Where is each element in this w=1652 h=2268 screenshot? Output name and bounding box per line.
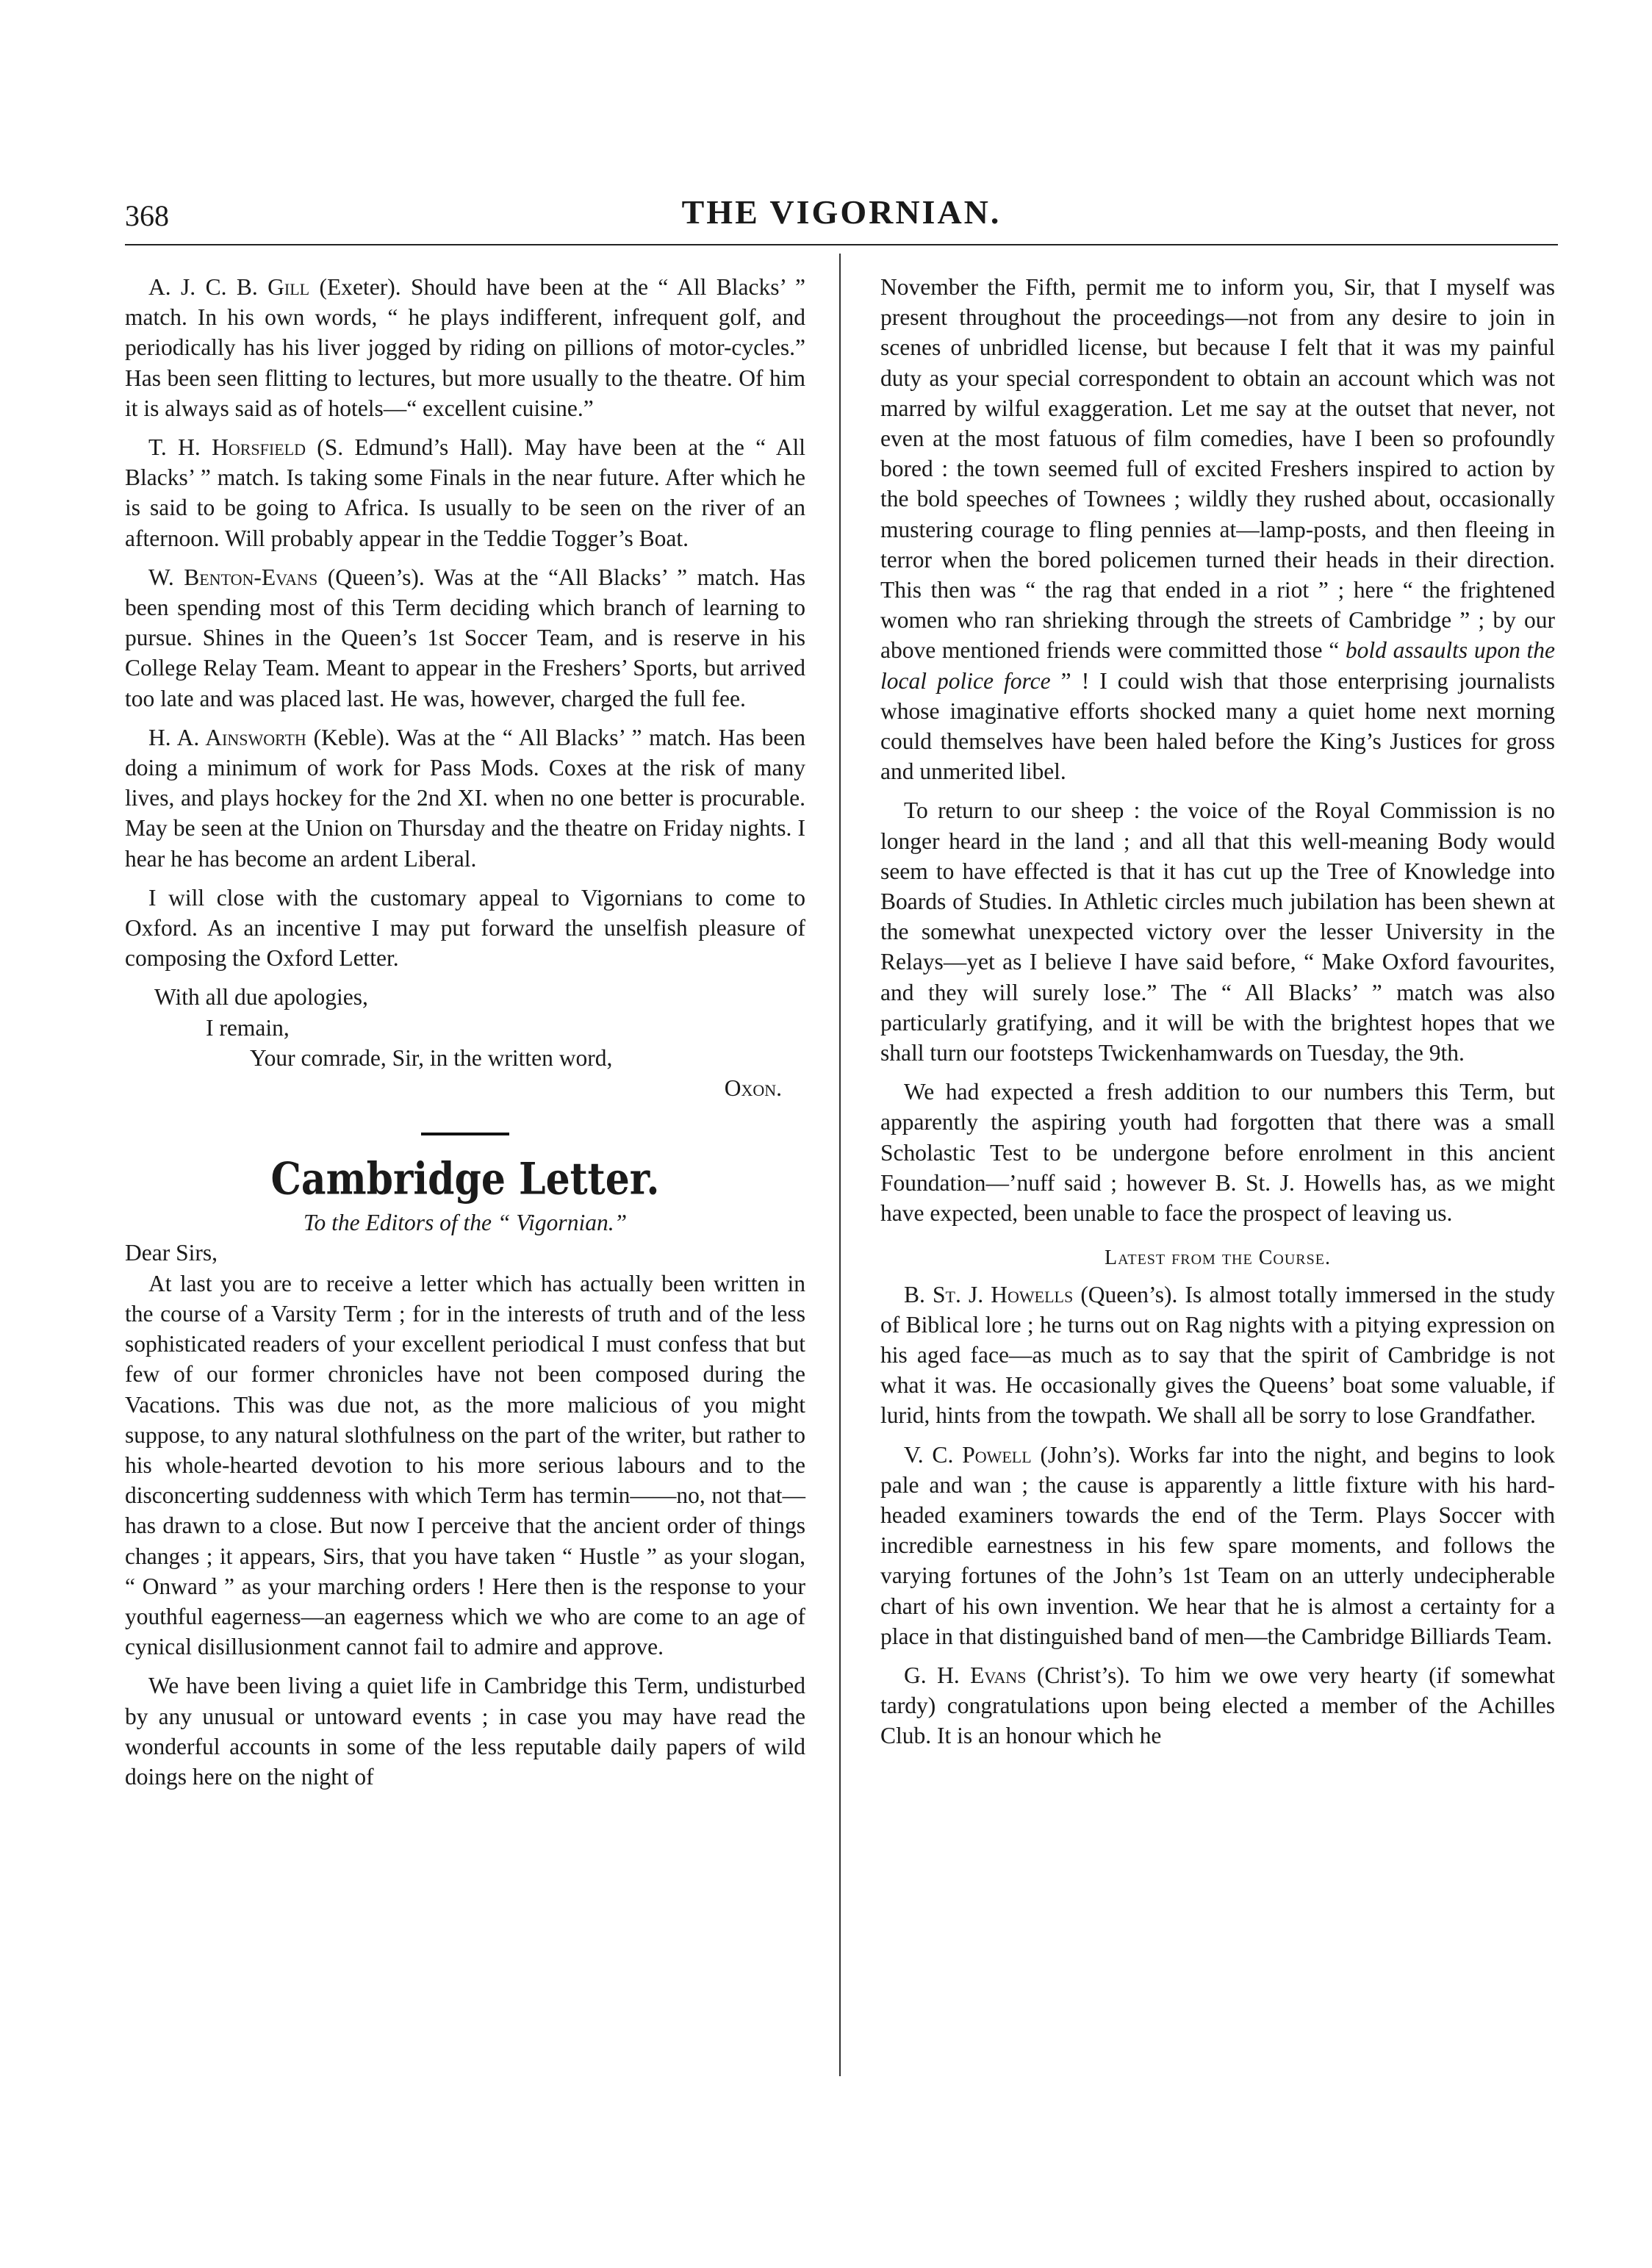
entry-text: Was at the “ All Blacks’ ” match. Has been doing a minimum of work for Pass Mods. Coxes at the risk of many lives, and plays hockey for the 2nd XI. when no one better is procurable. May be seen at the Union on Thursday and the theatre on Friday nights. I hear he has become an ardent Liberal. (125, 724, 805, 872)
column-divider (839, 254, 841, 2076)
journal-title: THE VIGORNIAN. (681, 193, 1002, 231)
closing-line: With all due apologies, (154, 984, 368, 1011)
entry-name: W. Benton-Evans (148, 564, 318, 590)
entry-text: Works far into the night, and begins to look pale and wan ; the cause is apparently a little fixture with his hard-headed examiners towards the end of the Term. Plays Soccer with incredible earnestness in his few spare moments, and follows the varying fortunes of the John’s 1st Team on an utterly undecipherable chart of his own invention. We hear that he is almost a certainty for a place in that distinguished band of men—the Cambridge Billiards Team. (880, 1441, 1555, 1649)
oxford-entry (125, 432, 805, 553)
entry-affiliation: (Keble). (306, 724, 390, 750)
section-rule (421, 1133, 509, 1135)
latest-heading: Latest from the Course. (1105, 1246, 1331, 1270)
entry-text: Should have been at the “ All Blacks’ ” match. In his own words, “ he plays indifferent, infrequent golf, and periodically has his liver jogged by riding on pillions of motor-cycles.” Has been seen flitting to lectures, but more usually to the theatre. Of him it is always said as of hotels—“ excellent cuisine.” (125, 274, 805, 421)
oxford-entry (125, 562, 805, 714)
cambridge-paragraph: To return to our sheep : the voice of the Royal Commission is no longer heard in the land ; and all that this well-meaning Body would seem to have effected is that it has cut up the Tree of Knowledge into Boards of Studies. In Athletic circles much jubilation has been shewn at the somewhat unexpected victory over the lesser University in the Relays—yet as I believe I have said before, “ Make Oxford favourites, and they will surely lose.” The “ All Blacks’ ” match was also particularly gratifying, and it will be with the brightest hopes that we shall turn our footsteps Twickenhamwards on Tuesday, the 9th. (880, 797, 1555, 1066)
entry-name: V. C. Powell (904, 1441, 1032, 1468)
paragraph-text: ” ! I could wish that those enterprising journalists whose imaginative efforts shocked many a quiet home next morning could themselves have been haled before the King’s Justices for gross and unmerited libel. (880, 667, 1555, 785)
entry-affiliation: (Exeter). (309, 274, 401, 300)
header-rule (125, 244, 1558, 245)
entry-name: A. J. C. B. Gill (148, 274, 310, 300)
entry-name: B. St. J. Howells (904, 1281, 1074, 1307)
paragraph-italic-quote: bold assaults upon the local police force (880, 637, 1556, 694)
entry-name: H. A. Ainsworth (148, 724, 306, 750)
entry-name: T. H. Horsfield (148, 434, 306, 461)
signature: Oxon. (724, 1075, 782, 1102)
left-column (125, 272, 805, 1801)
cambridge-paragraph: We had expected a fresh addition to our numbers this Term, but apparently the aspiring youth had forgotten that there was a small Scholastic Test to be undergone before enrolment in this ancient Foundation—’nuff said ; however B. St. J. Howells has, as we might have expected, been unable to face the prospect of leaving us. (880, 1079, 1555, 1227)
oxford-closing-paragraph: I will close with the customary appeal to Vigornians to come to Oxford. As an incentive I may put forward the unselfish pleasure of composing the Oxford Letter. (125, 884, 805, 972)
entry-affiliation: (John’s). (1031, 1441, 1121, 1468)
entry-affiliation: (S. Edmund’s Hall). (305, 434, 514, 461)
paragraph-text: November the Fifth, permit me to inform you, Sir, that I myself was present throughout the proceedings—not from any desire to join in scenes of unbridled license, but because I felt that it was my painful duty as your special correspondent to obtain an account which was not marred by wilful exaggeration. Let me say at the outset that never, not even at the most fatuous of film comedies, have I been so profoundly bored : the town seemed full of excited Freshers inspired to action by the bold speeches of Townees ; wildly they rushed about, occasionally mustering courage to fling pennies at—lamp-posts, and then fleeing in terror when the bored policemen turned their heads in their direction. This then was “ the rag that ended in a riot ” ; here “ the frightened women who ran shrieking through the streets of Cambridge ” ; by our above mentioned friends were committed those “ (880, 274, 1555, 664)
cambridge-entry (880, 1660, 1555, 1751)
cambridge-paragraph: At last you are to receive a letter which has actually been written in the course of a Varsity Term ; for in the interests of truth and of the less sophisticated readers of your excellent periodical I must confess that but few of our former chronicles have not been composed during the Vacations. This was due not, as the more malicious of you might suppose, to any natural slothfulness on the part of the writer, but rather to his whole-hearted devotion to his more serious labours and to the disconcerting suddenness with which Term has termin——no, not that—has drawn to a close. But now I perceive that the ancient order of things changes ; it appears, Sirs, that you have taken “ Hustle ” as your slogan, “ Onward ” as your marching orders ! Here then is the response to your youthful eagerness—an eagerness which we who are come to an age of cynical disillusionment cannot fail to admire and approve. (125, 1270, 805, 1660)
entry-affiliation: (Queen’s). (1073, 1281, 1178, 1307)
entry-text: Was at the “All Blacks’ ” match. Has been spending most of this Term deciding which branch of learning to pursue. Shines in the Queen’s 1st Soccer Team, and is reserve in his College Relay Team. Meant to appear in the Freshers’ Sports, but arrived too late and was placed last. He was, however, charged the full fee. (125, 564, 805, 711)
oxford-entry (125, 722, 805, 874)
page-header (125, 193, 1558, 244)
entry-text: May have been at the “ All Blacks’ ” match. Is taking some Finals in the near future. After which he is said to be going to Africa. Is usually to be seen on the river of an afternoon. Will probably appear in the Teddie Togger’s Boat. (125, 434, 805, 551)
right-column (880, 272, 1555, 1760)
salutation: Dear Sirs, (125, 1240, 218, 1266)
cambridge-paragraph (880, 272, 1555, 786)
entry-affiliation: (Christ’s). (1026, 1662, 1130, 1688)
oxford-entry (125, 272, 805, 423)
entry-text: To him we owe very hearty (if somewhat tardy) congratulations upon being elected a member of the Achilles Club. It is an honour which he (880, 1662, 1555, 1749)
cambridge-paragraph: We have been living a quiet life in Cambridge this Term, undisturbed by any unusual or untoward events ; in case you may have read the wonderful accounts in some of the less reputable daily papers of wild doings here on the night of (125, 1673, 805, 1790)
entry-affiliation: (Queen’s). (317, 564, 425, 590)
page-number: 368 (125, 199, 169, 232)
to-editors-line: To the Editors of the “ Vigornian.” (303, 1210, 628, 1236)
closing-line: Your comrade, Sir, in the written word, (250, 1044, 613, 1071)
cambridge-entry (880, 1280, 1555, 1431)
section-title: Cambridge Letter. (270, 1153, 660, 1205)
closing-line: I remain, (206, 1014, 290, 1041)
cambridge-entry (880, 1440, 1555, 1651)
entry-text: Is almost totally immersed in the study of Biblical lore ; he turns out on Rag nights with a pitying expression on his aged face—as much as to say that the spirit of Cambridge is not what it was. He occasionally gives the Queens’ boat some valuable, if lurid, hints from the towpath. We shall all be sorry to lose Grandfather. (880, 1281, 1555, 1429)
entry-name: G. H. Evans (904, 1662, 1027, 1688)
